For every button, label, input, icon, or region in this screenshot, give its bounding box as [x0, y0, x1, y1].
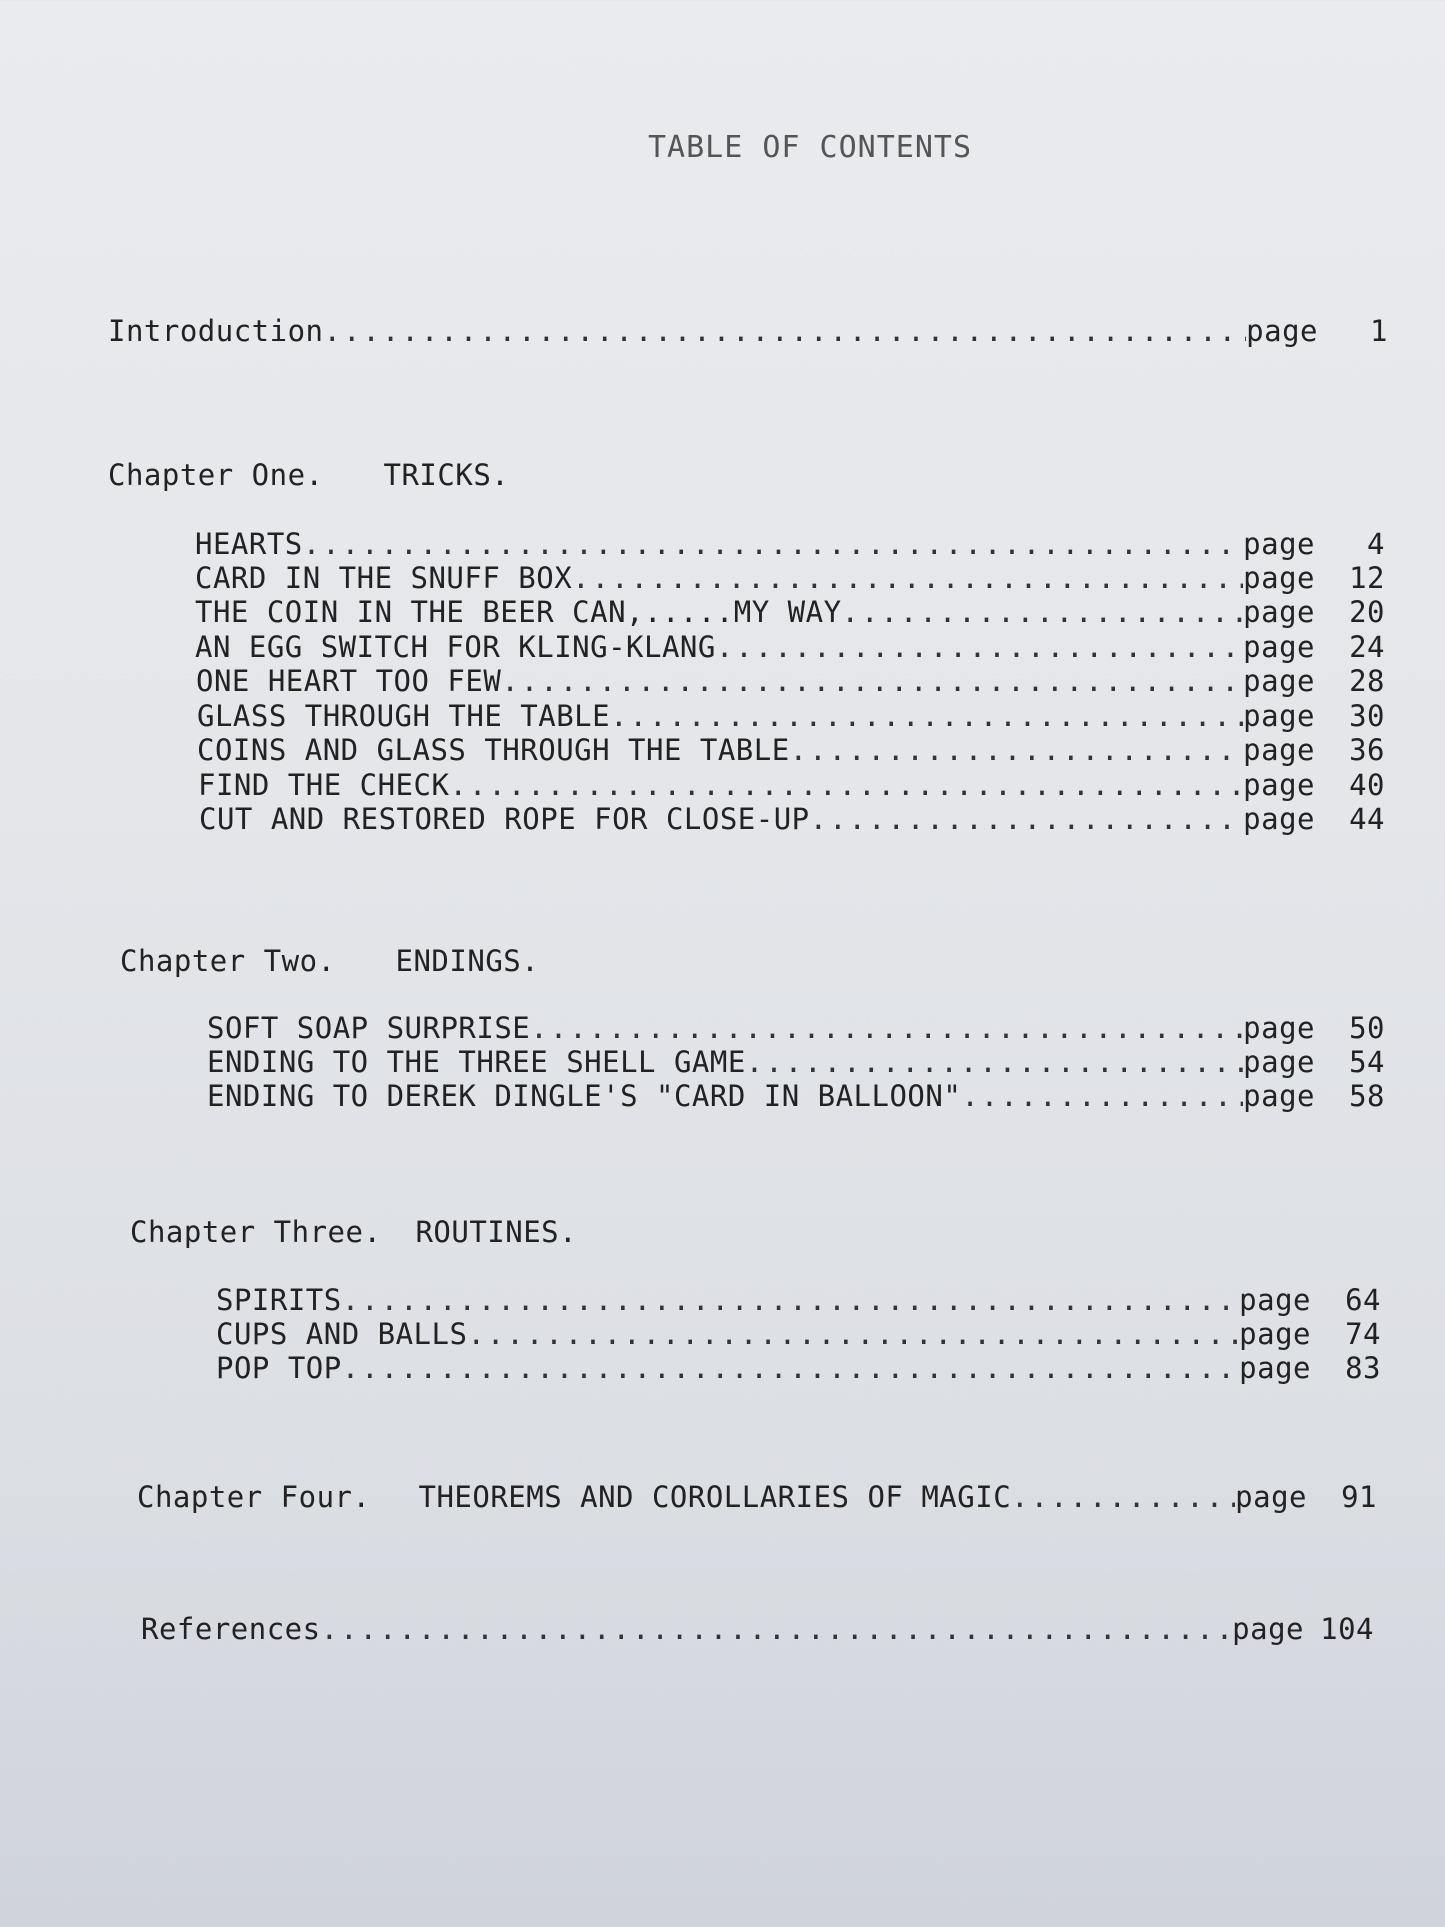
toc-entry [207, 1045, 1385, 1079]
page-word: page [1243, 595, 1315, 629]
toc-entry [207, 1011, 1385, 1045]
leader-dots [961, 1079, 1243, 1113]
toc-entry [195, 561, 1385, 595]
page-number: 28 [1349, 664, 1385, 698]
page-number: 54 [1349, 1045, 1385, 1079]
chapter-title: TRICKS. [383, 458, 510, 492]
entry-label: AN EGG SWITCH FOR KLING-KLANG [195, 630, 716, 664]
page-number: 91 [1341, 1480, 1377, 1514]
leader-dots [467, 1317, 1239, 1351]
entry-label: ONE HEART TOO FEW [196, 664, 502, 698]
entry-label: ENDING TO DEREK DINGLE'S "CARD IN BALLOON" [207, 1079, 962, 1113]
page-word: page [1243, 768, 1315, 802]
page-word: page [1239, 1317, 1311, 1351]
page-word: page [1246, 314, 1318, 348]
entry-label: CARD IN THE SNUFF BOX [195, 561, 573, 595]
chapter-heading-two [120, 944, 539, 978]
page-word: page [1232, 1612, 1304, 1646]
leader-dots [321, 1612, 1233, 1646]
entry-label: CUPS AND BALLS [216, 1317, 468, 1351]
leader-dots [303, 527, 1243, 561]
entry-label: GLASS THROUGH THE TABLE [197, 699, 611, 733]
chapter-label: Chapter Two. [120, 944, 336, 978]
page-word: page [1243, 630, 1315, 664]
leader-dots [610, 699, 1243, 733]
page-number: 4 [1367, 527, 1385, 561]
page-word: page [1243, 527, 1315, 561]
toc-entry [207, 1079, 1385, 1113]
chapter-label: Chapter One. [108, 458, 324, 492]
toc-entry [195, 527, 1385, 561]
entry-label: Introduction [108, 314, 324, 348]
page-number: 20 [1349, 595, 1385, 629]
page-title: TABLE OF CONTENTS [647, 130, 973, 165]
page-number: 104 [1320, 1612, 1374, 1646]
entry-label: CUT AND RESTORED ROPE FOR CLOSE-UP [199, 802, 810, 836]
leader-dots [842, 595, 1244, 629]
leader-dots [449, 768, 1243, 802]
entry-label: SOFT SOAP SURPRISE [207, 1011, 531, 1045]
page-number: 36 [1349, 733, 1385, 767]
leader-dots [501, 664, 1243, 698]
page-word: page [1239, 1283, 1311, 1317]
page-word: page [1243, 1011, 1315, 1045]
leader-dots [746, 1045, 1243, 1079]
entry-label: HEARTS [195, 527, 303, 561]
toc-entry [198, 768, 1385, 802]
chapter-label: Chapter Four. [137, 1480, 371, 1514]
toc-entry [195, 630, 1385, 664]
page-number: 58 [1349, 1079, 1385, 1113]
leader-dots [342, 1351, 1239, 1385]
toc-entry [216, 1283, 1381, 1317]
leader-dots [790, 733, 1243, 767]
chapter-label: Chapter Three. [130, 1215, 382, 1249]
page-number: 44 [1349, 802, 1385, 836]
page-word: page [1243, 699, 1315, 733]
chapter-heading-one [108, 458, 509, 492]
page-word: page [1243, 802, 1315, 836]
chapter-heading-four [137, 1480, 1377, 1514]
toc-entry [197, 699, 1385, 733]
page-number: 74 [1345, 1317, 1381, 1351]
page-word: page [1243, 1079, 1315, 1113]
page-number: 50 [1349, 1011, 1385, 1045]
page-word: page [1243, 733, 1315, 767]
page-word: page [1243, 1045, 1315, 1079]
page-number: 1 [1370, 314, 1388, 348]
toc-entry-introduction [108, 314, 1388, 348]
leader-dots [324, 314, 1247, 348]
page-number: 64 [1345, 1283, 1381, 1317]
toc-entry [195, 595, 1385, 629]
page-word: page [1243, 561, 1315, 595]
entry-label: SPIRITS [216, 1283, 342, 1317]
page-number: 30 [1349, 699, 1385, 733]
entry-label: References [141, 1612, 321, 1646]
chapter-title: ENDINGS. [395, 944, 540, 978]
entry-label: THE COIN IN THE BEER CAN,.....MY WAY [195, 595, 842, 629]
leader-dots [342, 1283, 1239, 1317]
entry-label: COINS AND GLASS THROUGH THE TABLE [197, 733, 790, 767]
toc-entry [199, 802, 1385, 836]
page-word: page [1235, 1480, 1307, 1514]
entry-label: FIND THE CHECK [198, 768, 450, 802]
leader-dots [810, 802, 1244, 836]
toc-entry [216, 1351, 1381, 1385]
toc-entry-references [141, 1612, 1374, 1646]
leader-dots [530, 1011, 1243, 1045]
toc-entry [197, 733, 1385, 767]
entry-label: ENDING TO THE THREE SHELL GAME [207, 1045, 746, 1079]
leader-dots [1011, 1480, 1235, 1514]
page-number: 83 [1345, 1351, 1381, 1385]
chapter-title: THEOREMS AND COROLLARIES OF MAGIC [418, 1480, 1012, 1514]
page-word: page [1243, 664, 1315, 698]
toc-entry [216, 1317, 1381, 1351]
page-number: 12 [1349, 561, 1385, 595]
toc-entry [196, 664, 1385, 698]
page-number: 24 [1349, 630, 1385, 664]
page-word: page [1239, 1351, 1311, 1385]
entry-label: POP TOP [216, 1351, 342, 1385]
chapter-heading-three [130, 1215, 577, 1249]
leader-dots [572, 561, 1243, 595]
leader-dots [716, 630, 1243, 664]
chapter-title: ROUTINES. [415, 1215, 578, 1249]
page-number: 40 [1349, 768, 1385, 802]
